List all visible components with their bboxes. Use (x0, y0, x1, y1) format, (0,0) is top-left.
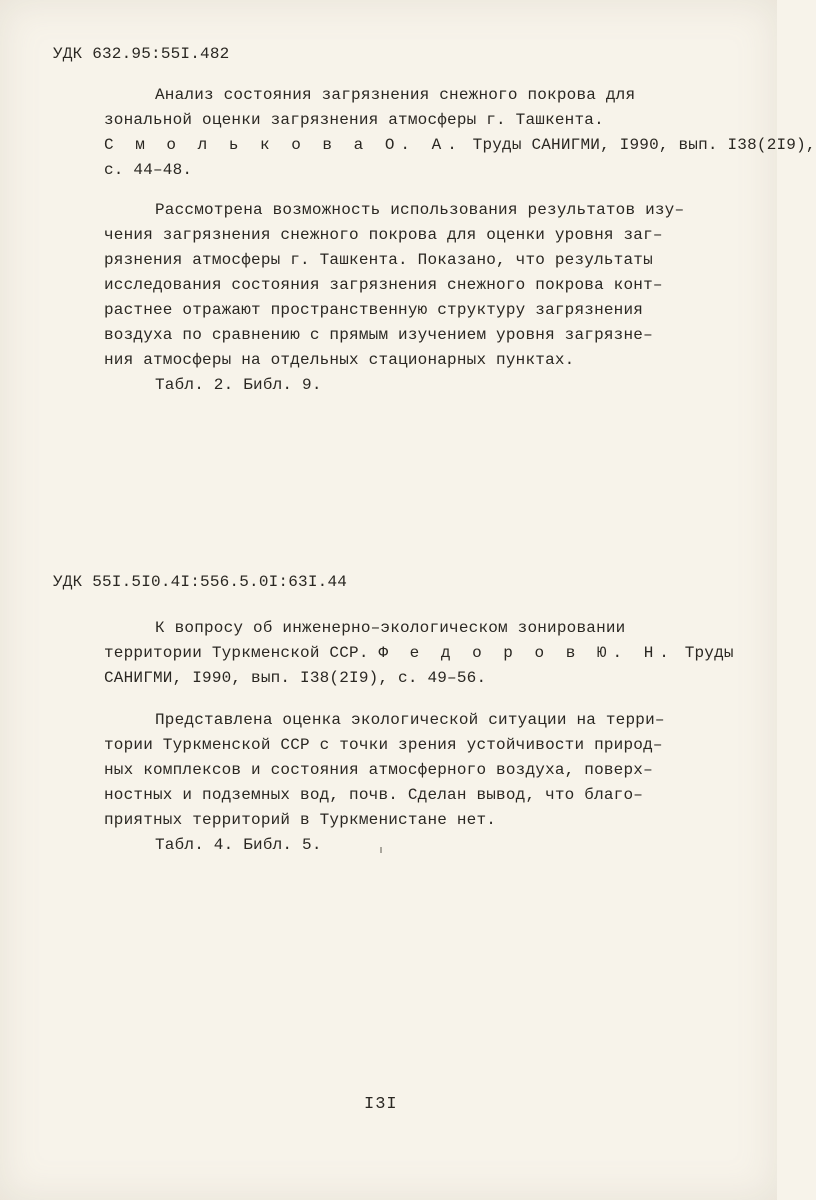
abstract-body-line: воздуха по сравнению с прямым изучением уровня загрязне– (104, 326, 653, 344)
source-info: Труды (674, 644, 734, 662)
abstract-refs: Табл. 2. Библ. 9. (155, 376, 322, 394)
author-name: Ф е д о р о в Ю. Н. (378, 644, 675, 662)
title-text: территории Туркменской ССР. (104, 644, 369, 662)
abstract-body-line: исследования состояния загрязнения снежного покрова конт– (104, 276, 663, 294)
abstract-body-line: рязнения атмосферы г. Ташкента. Показано, что результаты (104, 251, 653, 269)
abstract-refs: Табл. 4. Библ. 5. (155, 836, 322, 854)
source-info: Труды САНИГМИ, I990, вып. I38(2I9), (462, 136, 816, 154)
udc-code: УДК 632.95:55I.482 (53, 45, 230, 63)
abstract-title-line: Анализ состояния загрязнения снежного покрова для (155, 86, 636, 104)
abstract-body-line: Рассмотрена возможность использования результатов изу– (155, 201, 685, 219)
abstract-body-line: ностных и подземных вод, почв. Сделан вывод, что благо– (104, 786, 644, 804)
abstract-title-line (104, 643, 734, 663)
author-name: С м о л ь к о в а О. А. (104, 136, 463, 154)
abstract-title-line: зональной оценки загрязнения атмосферы г. Ташкента. (104, 111, 604, 129)
abstract-body-line: растнее отражают пространственную структуру загрязнения (104, 301, 644, 319)
abstract-body-line: тории Туркменской ССР с точки зрения устойчивости природ– (104, 736, 663, 754)
scan-speck (380, 847, 382, 853)
abstract-source-line (104, 135, 816, 155)
abstract-source-line: с. 44–48. (104, 161, 193, 179)
abstract-body-line: Представлена оценка экологической ситуации на терри– (155, 711, 665, 729)
udc-code: УДК 55I.5I0.4I:556.5.0I:63I.44 (53, 573, 348, 591)
abstract-body-line: приятных территорий в Туркменистане нет. (104, 811, 497, 829)
abstract-body-line: чения загрязнения снежного покрова для оценки уровня заг– (104, 226, 663, 244)
abstract-title-line: К вопросу об инженерно–экологическом зонировании (155, 619, 626, 637)
abstract-body-line: ния атмосферы на отдельных стационарных пунктах. (104, 351, 575, 369)
abstract-source-line: САНИГМИ, I990, вып. I38(2I9), с. 49–56. (104, 669, 487, 687)
page-number: I3I (364, 1095, 398, 1114)
abstract-body-line: ных комплексов и состояния атмосферного воздуха, поверх– (104, 761, 653, 779)
